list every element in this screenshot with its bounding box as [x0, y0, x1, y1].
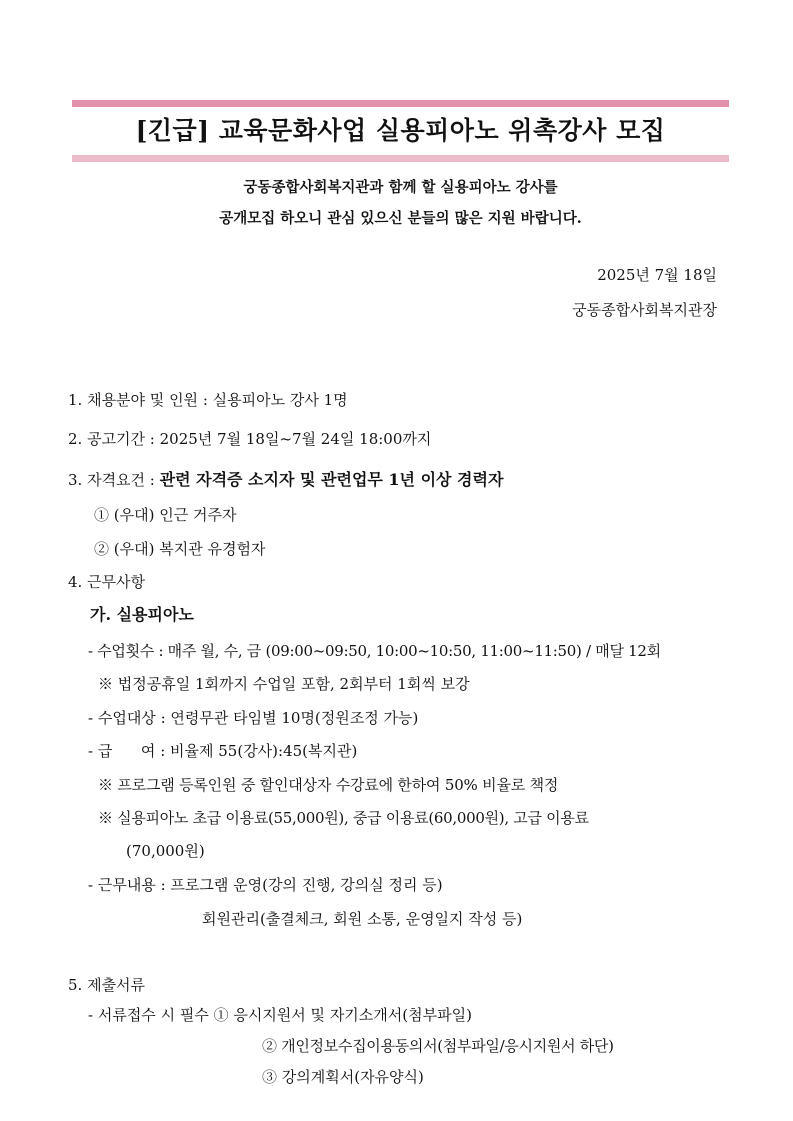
intro-line-1: 궁동종합사회복지관과 함께 할 실용피아노 강사를	[243, 179, 558, 196]
section-5-documents: 5. 제출서류	[68, 976, 146, 994]
document-2: ② 개인정보수집이용동의서(첨부파일/응시지원서 하단)	[262, 1037, 614, 1055]
notice-date: 2025년 7월 18일	[597, 266, 717, 284]
organization-name: 궁동종합사회복지관장	[572, 301, 717, 319]
duty-1: - 근무내용 : 프로그램 운영(강의 진행, 강의실 정리 등)	[88, 876, 443, 894]
section-4-subheading: 가. 실용피아노	[90, 605, 194, 624]
section-1-recruitment: 1. 채용분야 및 인원 : 실용피아노 강사 1명	[68, 391, 348, 409]
section-3-requirement: 관련 자격증 소지자 및 관련업무 1년 이상 경력자	[159, 470, 504, 489]
class-target: - 수업대상 : 연령무관 타임별 10명(정원조정 가능)	[88, 709, 419, 727]
preference-2: ② (우대) 복지관 유경험자	[94, 540, 266, 558]
intro-line-2: 공개모집 하오니 관심 있으신 분들의 많은 지원 바랍니다.	[219, 210, 582, 227]
fee-note: ※ 실용피아노 초급 이용료(55,000원), 중급 이용료(60,000원), 고급 이용료	[98, 809, 589, 827]
holiday-note: ※ 법정공휴일 1회까지 수업일 포함, 2회부터 1회씩 보강	[98, 675, 470, 693]
page-title: [긴급] 교육문화사업 실용피아노 위촉강사 모집	[135, 116, 666, 145]
pay-rate: - 급 여 : 비율제 55(강사):45(복지관)	[88, 742, 358, 760]
preference-1: ① (우대) 인근 거주자	[94, 506, 237, 524]
duty-2: 회원관리(출결체크, 회원 소통, 운영일지 작성 등)	[202, 910, 523, 928]
title-top-bar	[72, 100, 729, 107]
title-bottom-bar	[72, 155, 729, 162]
section-4-work: 4. 근무사항	[68, 573, 146, 591]
discount-note: ※ 프로그램 등록인원 중 할인대상자 수강료에 한하여 50% 비율로 책정	[98, 776, 559, 794]
section-3-label: 3. 자격요건 :	[68, 471, 160, 489]
section-3-qualification	[68, 469, 503, 491]
document-1: - 서류접수 시 필수 ① 응시지원서 및 자기소개서(첨부파일)	[88, 1006, 472, 1024]
section-2-period: 2. 공고기간 : 2025년 7월 18일~7월 24일 18:00까지	[68, 430, 432, 448]
fee-note-continued: (70,000원)	[126, 842, 205, 860]
class-schedule: - 수업횟수 : 매주 월, 수, 금 (09:00~09:50, 10:00~10:50, 11:00~11:50) / 매달 12회	[88, 642, 661, 660]
document-3: ③ 강의계획서(자유양식)	[262, 1068, 424, 1086]
